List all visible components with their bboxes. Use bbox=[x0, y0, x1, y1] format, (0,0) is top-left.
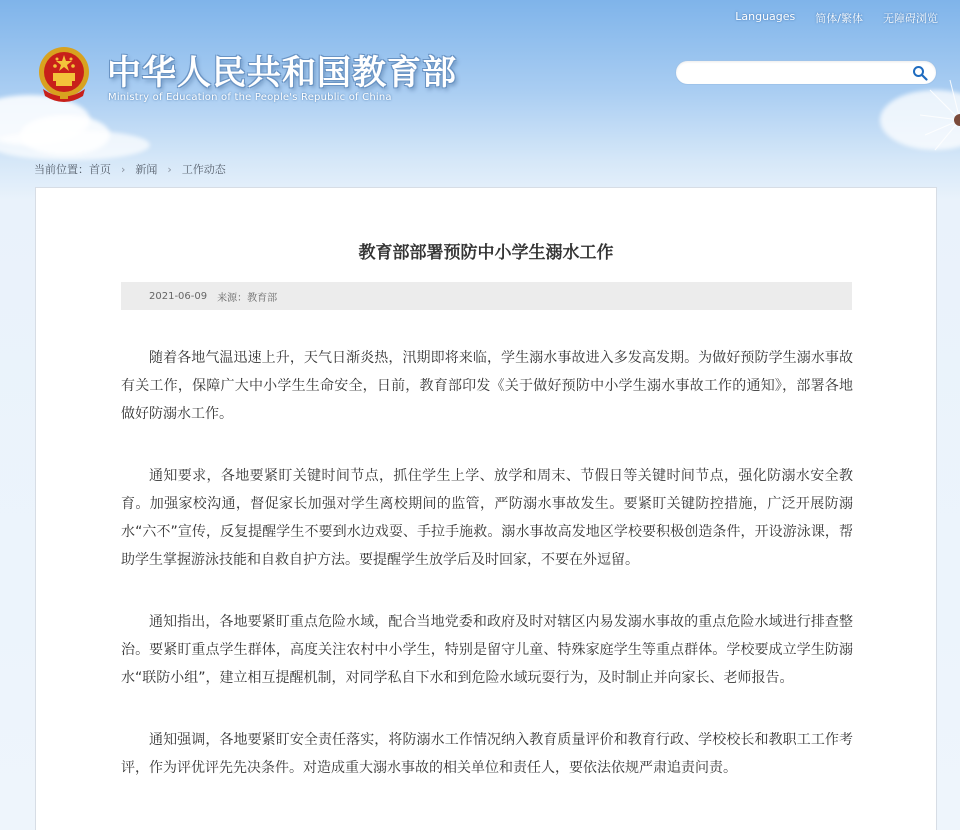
header bbox=[0, 0, 960, 185]
site-subtitle: Ministry of Education of the People's Republic of China bbox=[108, 92, 392, 103]
chevron-right-icon: › bbox=[121, 162, 126, 176]
breadcrumb-home[interactable]: 当前位置：首页 bbox=[34, 163, 111, 176]
article-paragraph: 通知要求，各地要紧盯关键时间节点，抓住学生上学、放学和周末、节假日等关键时间节点，强化防溺水安全教育。加强家校沟通，督促家长加强对学生离校期间的监管，严防溺水事故发生。要紧盯关键防控措施，广泛开展防溺水“六不”宣传，反复提醒学生不要到水边戏耍、手拉手施救。溺水事故高发地区学校要积极创造条件，开设游泳课，帮助学生掌握游泳技能和自救自护方法。要提醒学生放学后及时回家，不要在外逗留。 bbox=[121, 468, 853, 568]
search-input[interactable] bbox=[688, 61, 913, 84]
breadcrumb-news[interactable]: 新闻 bbox=[135, 163, 158, 176]
search-box bbox=[675, 60, 937, 85]
article-date: 2021-06-09 bbox=[149, 290, 208, 302]
article-paragraph: 随着各地气温迅速上升，天气日渐炎热，汛期即将来临，学生溺水事故进入多发高发期。为做好预防学生溺水事故有关工作，保障广大中小学生生命安全，日前，教育部印发《关于做好预防中小学生溺水事故工作的通知》，部署各地做好防溺水工作。 bbox=[121, 350, 853, 422]
top-links bbox=[735, 10, 938, 26]
site-title[interactable]: 中华人民共和国教育部 bbox=[107, 53, 457, 93]
national-emblem-icon bbox=[35, 44, 93, 104]
accessibility-link[interactable]: 无障碍浏览 bbox=[883, 12, 938, 25]
article-meta bbox=[121, 282, 852, 310]
article-body bbox=[121, 344, 853, 816]
cloud-decoration bbox=[0, 130, 150, 160]
search-icon[interactable] bbox=[912, 65, 928, 81]
dandelion-icon bbox=[890, 70, 960, 180]
article-paragraph: 通知强调，各地要紧盯安全责任落实，将防溺水工作情况纳入教育质量评价和教育行政、学校校长和教职工工作考评，作为评优评先先决条件。对造成重大溺水事故的相关单位和责任人，要依法依规严肃追责问责。 bbox=[121, 732, 853, 776]
chevron-right-icon: › bbox=[167, 162, 172, 176]
breadcrumb bbox=[34, 161, 226, 177]
breadcrumb-work-updates[interactable]: 工作动态 bbox=[181, 163, 226, 176]
languages-link[interactable]: Languages bbox=[735, 10, 796, 23]
article-panel bbox=[35, 187, 937, 830]
article-paragraph: 通知指出，各地要紧盯重点危险水域，配合当地党委和政府及时对辖区内易发溺水事故的重点危险水域进行排查整治。要紧盯重点学生群体，高度关注农村中小学生，特别是留守儿童、特殊家庭学生等重点群体。学校要成立学生防溺水“联防小组”，建立相互提醒机制，对同学私自下水和到危险水域玩耍行为，及时制止并向家长、老师报告。 bbox=[121, 614, 853, 686]
article-title: 教育部部署预防中小学生溺水工作 bbox=[358, 243, 614, 263]
article-source: 来源：教育部 bbox=[217, 292, 278, 304]
script-toggle-link[interactable]: 简体/繁体 bbox=[815, 12, 863, 25]
